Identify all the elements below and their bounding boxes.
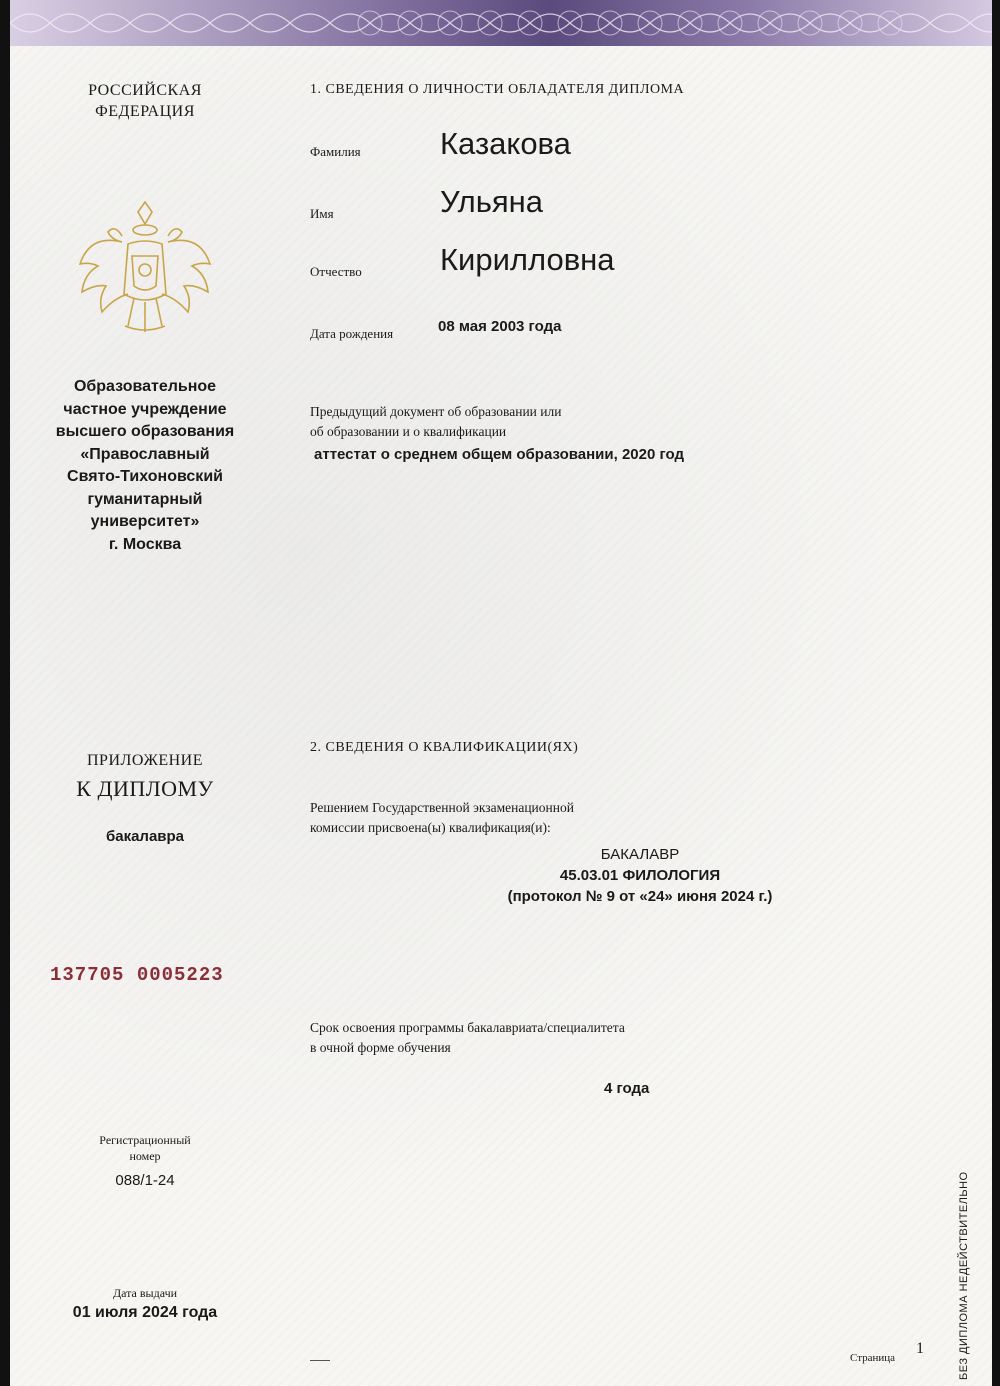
qualification-block xyxy=(490,844,790,907)
diploma-supplement-page xyxy=(10,0,992,1386)
qualification-title: БАКАЛАВР xyxy=(600,846,680,863)
coat-of-arms-icon xyxy=(70,194,220,344)
page-label: Страница xyxy=(850,1352,896,1364)
appendix-title-line1: ПРИЛОЖЕНИЕ xyxy=(86,752,203,769)
commission-decision-line1: Решением Государственной экзаменационной xyxy=(310,800,574,815)
validity-note: БЕЗ ДИПЛОМА НЕДЕЙСТВИТЕЛЬНО xyxy=(958,1171,970,1380)
name-value: Ульяна xyxy=(440,184,544,219)
study-term-line1: Срок освоения программы бакалавриата/специалитета xyxy=(310,1020,625,1035)
section-2-title: 2. СВЕДЕНИЯ О КВАЛИФИКАЦИИ(ЯХ) xyxy=(310,740,579,755)
specialty-code: 45.03.01 ФИЛОЛОГИЯ xyxy=(559,867,721,884)
left-column xyxy=(10,46,280,1386)
patronymic-label: Отчество xyxy=(310,264,362,279)
serial-number: 137705 0005223 xyxy=(50,964,224,986)
birth-date-label: Дата рождения xyxy=(310,326,394,341)
surname-label: Фамилия xyxy=(310,144,361,159)
previous-document-label-1: Предыдущий документ об образовании или xyxy=(310,404,562,419)
study-term-line2: в очной форме обучения xyxy=(310,1040,451,1055)
right-column xyxy=(310,46,950,1386)
registration-number: 088/1-24 xyxy=(115,1172,175,1189)
decorative-guilloche-border xyxy=(10,0,992,46)
registration-label: Регистрационный номер xyxy=(99,1133,191,1163)
protocol-note: (протокол № 9 от «24» июня 2024 г.) xyxy=(507,888,773,905)
patronymic-value: Кирилловна xyxy=(440,242,615,277)
commission-decision-line2: комиссии присвоена(ы) квалификация(и): xyxy=(310,820,551,835)
institution-name: Образовательное частное учреждение высшего образования «Православный Свято-Тихоновский гуманитарный университет» г. Москва xyxy=(55,378,235,553)
footer-divider xyxy=(310,1360,330,1361)
previous-document-value: аттестат о среднем общем образовании, 2020 год xyxy=(314,446,685,463)
section-1-title: 1. СВЕДЕНИЯ О ЛИЧНОСТИ ОБЛАДАТЕЛЯ ДИПЛОМА xyxy=(310,82,685,97)
issue-date-label: Дата выдачи xyxy=(112,1286,178,1300)
birth-date-value: 08 мая 2003 года xyxy=(438,318,562,335)
degree-type: бакалавра xyxy=(105,828,185,845)
page-number: 1 xyxy=(916,1340,924,1357)
study-term-value: 4 года xyxy=(604,1080,650,1097)
previous-document-label-2: об образовании и о квалификации xyxy=(310,424,507,439)
name-label: Имя xyxy=(310,206,334,221)
surname-value: Казакова xyxy=(440,126,571,161)
country-name: РОССИЙСКАЯ ФЕДЕРАЦИЯ xyxy=(88,82,202,120)
issue-date: 01 июля 2024 года xyxy=(72,1304,218,1321)
appendix-title-line2: К ДИПЛОМУ xyxy=(76,776,214,801)
